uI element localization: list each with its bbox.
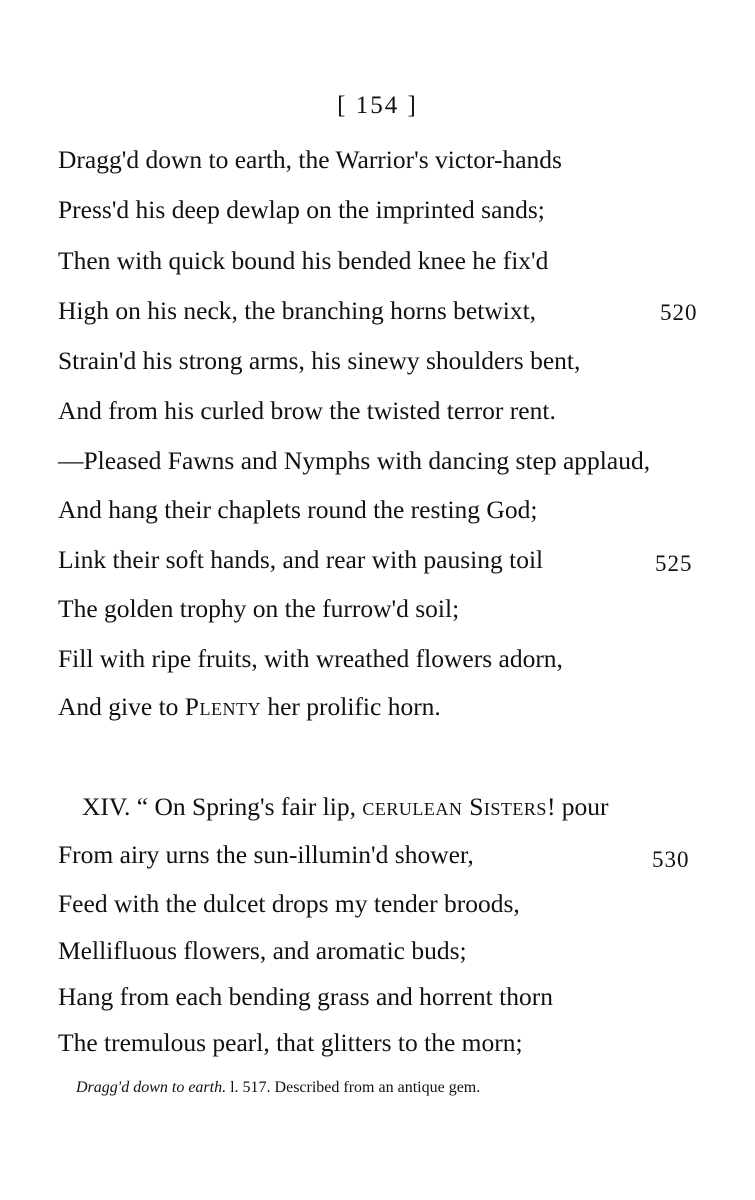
verse-smallcaps: Plenty — [184, 692, 261, 721]
verse-line: Feed with the dulcet drops my tender broods, — [58, 889, 520, 918]
verse-line: And from his curled brow the twisted terror rent. — [58, 396, 556, 425]
footnote — [76, 1079, 480, 1097]
line-number: 520 — [660, 300, 698, 325]
verse-line: The golden trophy on the furrow'd soil; — [58, 594, 460, 623]
verse-line: Fill with ripe fruits, with wreathed flowers adorn, — [58, 644, 563, 673]
line-number: 530 — [652, 847, 690, 872]
footnote-reference: Dragg'd down to earth. — [76, 1079, 227, 1096]
verse-line: And hang their chaplets round the resting God; — [58, 495, 538, 524]
verse-smallcaps: cerulean Sisters — [362, 792, 547, 821]
verse-line: From airy urns the sun-illumin'd shower, — [58, 840, 474, 869]
page-number: [ 154 ] — [337, 92, 418, 119]
verse-line: Press'd his deep dewlap on the imprinted sands; — [58, 195, 545, 224]
verse-text: And give to — [58, 692, 185, 721]
verse-text: her prolific horn. — [260, 692, 441, 721]
verse-line — [58, 694, 441, 720]
verse-line: Then with quick bound his bended knee he fix'd — [58, 246, 549, 275]
verse-line: —Pleased Fawns and Nymphs with dancing step applaud, — [58, 446, 651, 475]
verse-text: XIV. “ On Spring's fair lip, — [82, 792, 363, 821]
line-number: 525 — [655, 551, 693, 576]
verse-line: Strain'd his strong arms, his sinewy shoulders bent, — [58, 346, 581, 375]
footnote-text: l. 517. Described from an antique gem. — [226, 1079, 481, 1096]
verse-line: Dragg'd down to earth, the Warrior's victor-hands — [58, 145, 562, 174]
verse-line: Mellifluous flowers, and aromatic buds; — [58, 936, 467, 965]
verse-text: ! pour — [546, 792, 609, 821]
verse-line: High on his neck, the branching horns betwixt, — [58, 296, 537, 325]
verse-line: The tremulous pearl, that glitters to the morn; — [58, 1028, 523, 1057]
verse-line: Hang from each bending grass and horrent thorn — [58, 982, 553, 1011]
stanza-heading-line — [82, 794, 609, 820]
verse-line: Link their soft hands, and rear with pausing toil — [58, 545, 544, 574]
